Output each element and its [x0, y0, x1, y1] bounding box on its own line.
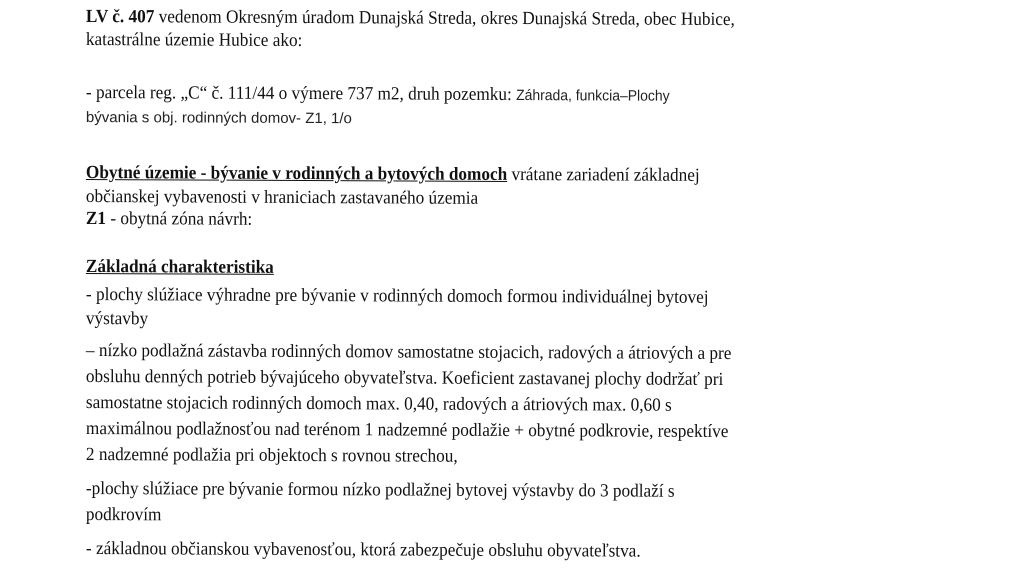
parcel-land-type: Záhrada, funkcia–Plochy	[516, 87, 670, 105]
parcel-line-1	[86, 82, 670, 108]
char-line: obsluhu denných potrieb bývajúceho obyvateľstva. Koeficient zastavanej plochy dodržať pri	[85, 367, 724, 390]
char-line: 2 nadzemné podlažia pri objektoch s rovnou strechou,	[85, 445, 458, 467]
zone-heading-rest: vrátane zariadení základnej	[507, 164, 700, 186]
characteristics-heading	[86, 256, 274, 279]
char-line: maximálnou podlažnosťou nad terénom 1 nadzemné podlažie + obytné podkrovie, respektíve	[85, 419, 729, 443]
intro-text: vedenom Okresným úradom Dunajská Streda, okres Dunajská Streda, obec Hubice,	[154, 7, 735, 31]
characteristics-heading-text: Základná charakteristika	[85, 257, 274, 278]
char-line: samostatne stojacich rodinných domoch max. 0,40, radových a átriových max. 0,60 s	[85, 393, 672, 416]
z1-label: Z1	[85, 208, 107, 230]
char-line: - plochy slúžiace výhradne pre bývanie v rodinných domoch formou individuálnej bytovej	[85, 285, 709, 308]
parcel-line-2: bývania s obj. rodinných domov- Z1, 1/o	[85, 108, 352, 128]
z1-text: - obytná zóna návrh:	[105, 209, 253, 230]
char-line: podkrovím	[85, 505, 162, 526]
z1-line	[86, 208, 252, 231]
zone-heading: Obytné územie - bývanie v rodinných a bytových domoch	[85, 162, 508, 185]
char-line: – nízko podlažná zástavba rodinných domov samostatne stojacich, radových a átriových a pre	[85, 341, 732, 365]
char-line: -plochy slúžiace pre bývanie formou nízko podlažnej bytovej výstavby do 3 podlaží s	[85, 479, 675, 502]
char-line: výstavby	[85, 309, 149, 330]
char-line: - základnou občianskou vybavenosťou, ktorá zabezpečuje obsluhu obyvateľstva.	[85, 539, 641, 562]
intro-line-2: katastrálne územie Hubice ako:	[85, 29, 303, 52]
zone-line-2: občianskej vybavenosti v hraniciach zastavaného územia	[85, 186, 479, 209]
intro-line-1	[86, 6, 735, 31]
zone-heading-line	[86, 162, 700, 187]
lv-number: LV č. 407	[85, 6, 155, 28]
parcel-text: - parcela reg. „C“ č. 111/44 o výmere 737 m2, druh pozemku:	[85, 82, 517, 106]
